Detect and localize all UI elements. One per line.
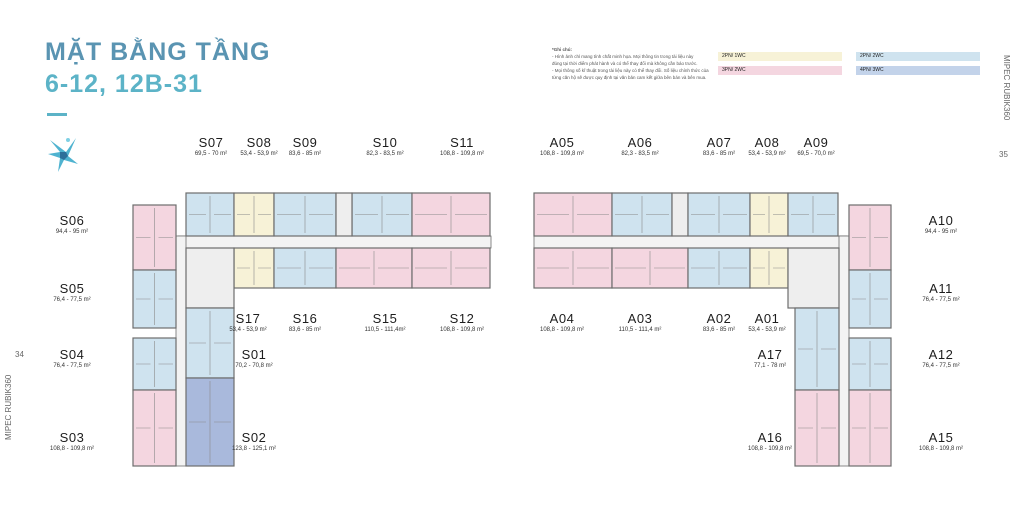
notes-line: đúng tại thời điểm phát hành và có thể thay đổi mà không cần báo trước. <box>552 61 698 66</box>
unit-area: 110,5 - 111,4m² <box>364 327 406 333</box>
unit-area: 53,4 - 53,9 m² <box>748 327 786 333</box>
unit-area: 108,8 - 109,8 m² <box>539 151 585 157</box>
unit-code: A15 <box>928 430 954 445</box>
unit-label-a01 <box>722 311 812 333</box>
stair-core <box>672 193 688 236</box>
unit-label-a06 <box>595 135 685 157</box>
unit-code: S12 <box>449 311 475 326</box>
unit-area: 82,3 - 83,5 m² <box>621 151 659 157</box>
notes-line: từng căn hộ sẽ được quy định tại văn bản cam kết giữa bên bán và bên mua. <box>552 75 707 80</box>
unit-label-a12 <box>896 347 986 369</box>
unit-label-a11 <box>896 281 986 303</box>
unit-area: 53,4 - 53,9 m² <box>229 327 267 333</box>
unit-area: 83,6 - 85 m² <box>702 327 736 333</box>
unit-code: S07 <box>198 135 224 150</box>
unit-area: 76,4 - 77,5 m² <box>922 363 960 369</box>
legend-label: 3PN/ 2WC <box>722 67 746 73</box>
corridor <box>839 236 849 466</box>
unit-code: A03 <box>627 311 653 326</box>
unit-code: A07 <box>706 135 732 150</box>
lift-core <box>788 248 839 308</box>
unit-code: A01 <box>754 311 780 326</box>
unit-label-s01 <box>209 347 299 369</box>
unit-area: 83,6 - 85 m² <box>288 327 322 333</box>
unit-area: 76,4 - 77,5 m² <box>922 297 960 303</box>
unit-area: 82,3 - 83,5 m² <box>366 151 404 157</box>
unit-area: 108,8 - 109,8 m² <box>439 327 485 333</box>
unit-code: S09 <box>292 135 318 150</box>
unit-code: S15 <box>372 311 398 326</box>
page-number-left: 34 <box>15 350 24 359</box>
unit-label-s04 <box>27 347 117 369</box>
page-title: MẶT BẰNG TẦNG <box>45 38 271 66</box>
unit-code: A04 <box>549 311 575 326</box>
unit-code: S17 <box>235 311 261 326</box>
unit-code: S02 <box>241 430 267 445</box>
unit-area: 53,4 - 53,9 m² <box>748 151 786 157</box>
unit-area: 69,5 - 70 m² <box>194 151 228 157</box>
notes-line: - Hình ảnh chỉ mang tính chất minh họa. Mọi thông tin trong tài liệu này <box>552 54 694 59</box>
unit-code: S08 <box>246 135 272 150</box>
unit-area: 77,1 - 78 m² <box>753 363 787 369</box>
unit-code: A11 <box>929 281 953 296</box>
page-number-right: 35 <box>999 150 1008 159</box>
unit-code: S06 <box>59 213 85 228</box>
unit-code: A05 <box>549 135 575 150</box>
notes-line: - Mọi thông số kĩ thuật trong tài liệu này có thể thay đổi. Số liệu chính thức của <box>552 68 709 73</box>
unit-code: S16 <box>292 311 318 326</box>
corridor <box>178 236 491 248</box>
unit-label-a17 <box>725 347 815 369</box>
unit-code: S03 <box>59 430 85 445</box>
unit-code: S11 <box>450 135 474 150</box>
unit-code: A16 <box>757 430 783 445</box>
unit-label-s05 <box>27 281 117 303</box>
corridor <box>176 236 186 466</box>
unit-code: S04 <box>59 347 85 362</box>
unit-code: A09 <box>803 135 829 150</box>
stair-core <box>336 193 352 236</box>
corridor <box>534 236 847 248</box>
unit-area: 83,6 - 85 m² <box>702 151 736 157</box>
unit-label-s09 <box>260 135 350 157</box>
unit-label-a16 <box>725 430 815 452</box>
unit-area: 76,4 - 77,5 m² <box>53 363 91 369</box>
unit-label-a09 <box>771 135 861 157</box>
unit-area: 76,4 - 77,5 m² <box>53 297 91 303</box>
unit-label-s12 <box>417 311 507 333</box>
unit-area: 108,8 - 109,8 m² <box>49 446 95 452</box>
unit-label-a15 <box>896 430 986 452</box>
unit-area: 53,4 - 53,9 m² <box>240 151 278 157</box>
legend-label: 2PN/ 1WC <box>722 53 746 59</box>
unit-area: 110,5 - 111,4 m² <box>618 327 662 333</box>
unit-label-s06 <box>27 213 117 235</box>
unit-code: A10 <box>928 213 954 228</box>
unit-label-s11 <box>417 135 507 157</box>
unit-code: S10 <box>372 135 398 150</box>
lift-core <box>186 248 234 308</box>
unit-label-s03 <box>27 430 117 452</box>
legend-label: 4PN/ 3WC <box>860 67 884 73</box>
notes-heading: *Ghi chú: <box>552 47 572 52</box>
unit-code: S01 <box>241 347 267 362</box>
unit-code: A02 <box>706 311 732 326</box>
unit-code: A12 <box>928 347 954 362</box>
page-subtitle: 6-12, 12B-31 <box>45 70 203 98</box>
unit-area: 94,4 - 95 m² <box>55 229 89 235</box>
unit-label-a10 <box>896 213 986 235</box>
unit-area: 108,8 - 109,8 m² <box>747 446 793 452</box>
unit-code: S05 <box>59 281 85 296</box>
unit-code: A06 <box>627 135 653 150</box>
unit-area: 108,8 - 109,8 m² <box>439 151 485 157</box>
unit-area: 123,8 - 125,1 m² <box>231 446 277 452</box>
unit-area: 83,6 - 85 m² <box>288 151 322 157</box>
unit-label-a03 <box>595 311 685 333</box>
unit-area: 70,2 - 70,8 m² <box>235 363 273 369</box>
side-brand-left: MIPEC RUBIK360 <box>4 374 13 440</box>
unit-code: A08 <box>754 135 780 150</box>
side-brand-right: MIPEC RUBIK360 <box>1002 55 1011 121</box>
unit-area: 69,5 - 70,0 m² <box>797 151 835 157</box>
unit-area: 108,8 - 109,8 m² <box>539 327 585 333</box>
unit-area: 94,4 - 95 m² <box>924 229 958 235</box>
unit-label-s02 <box>209 430 299 452</box>
legend-label: 2PN/ 2WC <box>860 53 884 59</box>
unit-area: 108,8 - 109,8 m² <box>918 446 964 452</box>
unit-code: A17 <box>757 347 783 362</box>
unit-label-a05 <box>517 135 607 157</box>
unit-label-s16 <box>260 311 350 333</box>
unit-label-a04 <box>517 311 607 333</box>
